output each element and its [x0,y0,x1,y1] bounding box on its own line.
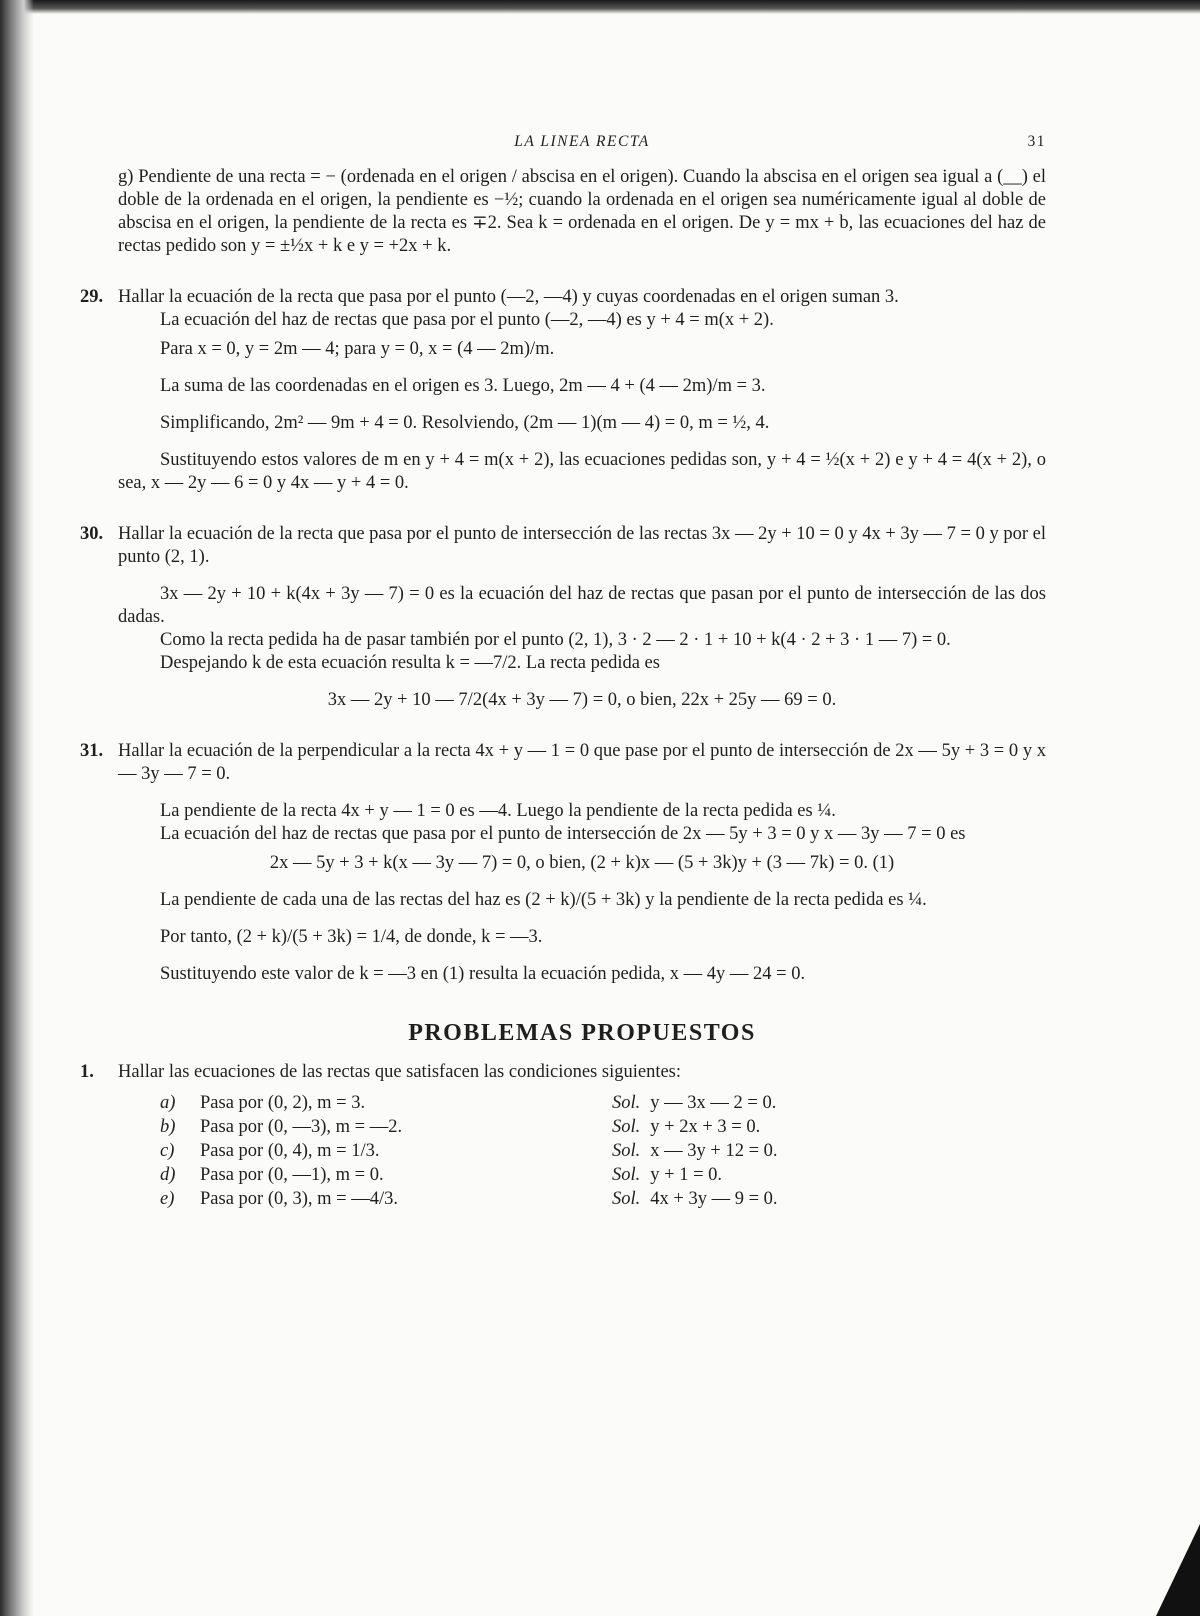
solution-line: Como la recta pedida ha de pasar también por el punto (2, 1), 3 · 2 — 2 · 1 + 10 + k(4 · 2 + 3 · 1 — 7) = 0. [160,630,951,650]
solution-line: Para x = 0, y = 2m — 4; para y = 0, x = (4 — 2m)/m. [160,339,555,359]
problem-statement: Hallar la ecuación de la recta que pasa por el punto (—2, —4) y cuyas coordenadas en el origen suman 3. [118,287,899,307]
exercise-row [160,1116,1046,1140]
exercise-condition: Pasa por (0, 2), m = 3. [200,1093,366,1113]
page-content [80,130,1047,1212]
solution-line: La pendiente de cada una de las rectas del haz es (2 + k)/(5 + 3k) y la pendiente de la recta pedida es ¼. [160,890,927,910]
problem-29 [80,286,1046,495]
sol-label: Sol. [612,1117,641,1137]
exercise-label: e) [160,1189,175,1209]
solution-line: Despejando k de esta ecuación resulta k = —7/2. La recta pedida es [160,653,660,673]
sol-label: Sol. [612,1141,641,1161]
problem-number: 29. [80,287,104,307]
scan-top-edge [0,0,1200,14]
exercise-label: a) [160,1093,176,1113]
solution-line: Sustituyendo estos valores de m en y + 4 = m(x + 2), las ecuaciones pedidas son, y + 4 = ½(x + 2) e y + 4 = 4(x + 2), o sea, x — 2y — 6 = 0 y 4x — y + 4 = 0. [118,450,1046,493]
exercise-row [160,1164,1046,1188]
part-g-text [118,166,1046,258]
page-number: 31 [1027,133,1046,150]
problem-number: 1. [80,1062,94,1082]
part-g-line2: a (__) el doble de la ordenada en el origen, la pendiente es −½; cuando la ordenada en el origen sea numéricamente igual al doble de abscisa en el origen, la pendiente de la recta es ∓2. Sea k = ordenada en el origen. De y = mx + b, las ecuaciones del haz de rectas pedido son y = ±½x + k e y = +2x + k. [118,167,1047,256]
exercise-row [160,1140,1046,1164]
exercise-list [160,1092,1046,1212]
problem-number: 30. [80,524,104,544]
solution-equation: 3x — 2y + 10 — 7/2(4x + 3y — 7) = 0, o bien, 22x + 25y — 69 = 0. [327,690,837,710]
solution-line: 3x — 2y + 10 + k(4x + 3y — 7) = 0 es la ecuación del haz de rectas que pasan por el punto de intersección de las dos dadas. [118,584,1046,627]
exercise-label: c) [160,1141,175,1161]
scan-corner-shadow [1156,1524,1200,1616]
solution-line: Por tanto, (2 + k)/(5 + 3k) = 1/4, de donde, k = —3. [160,927,543,947]
running-header [118,130,1046,156]
sol-value: y + 1 = 0. [650,1165,723,1185]
problem-number: 31. [80,741,104,761]
solution-line: La ecuación del haz de rectas que pasa por el punto (—2, —4) es y + 4 = m(x + 2). [160,310,774,330]
part-g [118,166,1046,258]
problem-30 [80,523,1046,712]
part-g-line1: Pendiente de una recta = − (ordenada en el origen / abscisa en el origen). Cuando la abscisa en el origen sea igual [138,167,980,187]
sol-value: y — 3x — 2 = 0. [650,1093,777,1113]
exercise-condition: Pasa por (0, 4), m = 1/3. [200,1141,380,1161]
exercise-solution [612,1164,722,1188]
solution-line: La ecuación del haz de rectas que pasa por el punto de intersección de 2x — 5y + 3 = 0 y x — 3y — 7 = 0 es [160,824,966,844]
sol-value: 4x + 3y — 9 = 0. [650,1189,778,1209]
problem-statement: Hallar la ecuación de la recta que pasa por el punto de intersección de las rectas 3x — 2y + 10 = 0 y 4x + 3y — 7 = 0 y por el punto (2, 1). [118,524,1046,567]
sol-label: Sol. [612,1189,641,1209]
solution-line: La pendiente de la recta 4x + y — 1 = 0 es —4. Luego la pendiente de la recta pedida es ¼. [160,801,836,821]
problem-31 [80,740,1046,986]
sol-label: Sol. [612,1165,641,1185]
part-g-label: g) [118,167,134,187]
exercise-solution [612,1140,778,1164]
exercise-solution [612,1116,760,1140]
problem-statement: Hallar la ecuación de la perpendicular a la recta 4x + y — 1 = 0 que pase por el punto de intersección de 2x — 5y + 3 = 0 y x — 3y — 7 = 0. [118,741,1046,784]
exercise-row [160,1188,1046,1212]
exercise-label: b) [160,1117,176,1137]
sol-value: y + 2x + 3 = 0. [650,1117,761,1137]
solution-line: Sustituyendo este valor de k = —3 en (1) resulta la ecuación pedida, x — 4y — 24 = 0. [160,964,806,984]
solution-line: La suma de las coordenadas en el origen es 3. Luego, 2m — 4 + (4 — 2m)/m = 3. [160,376,766,396]
scan-left-edge [0,0,34,1616]
proposed-problem-1 [80,1061,1046,1212]
sol-label: Sol. [612,1093,641,1113]
sol-value: x — 3y + 12 = 0. [650,1141,778,1161]
exercise-condition: Pasa por (0, —1), m = 0. [200,1165,384,1185]
exercise-label: d) [160,1165,176,1185]
running-title: LA LINEA RECTA [514,133,650,150]
problem-statement: Hallar las ecuaciones de las rectas que satisfacen las condiciones siguientes: [118,1062,682,1082]
exercise-condition: Pasa por (0, 3), m = —4/3. [200,1189,398,1209]
exercise-condition: Pasa por (0, —3), m = —2. [200,1117,403,1137]
solution-equation: 2x — 5y + 3 + k(x — 3y — 7) = 0, o bien, (2 + k)x — (5 + 3k)y + (3 — 7k) = 0. (1) [269,853,895,873]
exercise-row [160,1092,1046,1116]
solution-line: Simplificando, 2m² — 9m + 4 = 0. Resolviendo, (2m — 1)(m — 4) = 0, m = ½, 4. [160,413,770,433]
exercise-solution [612,1092,776,1116]
exercise-solution [612,1188,778,1212]
section-title: PROBLEMAS PROPUESTOS [408,1020,756,1046]
